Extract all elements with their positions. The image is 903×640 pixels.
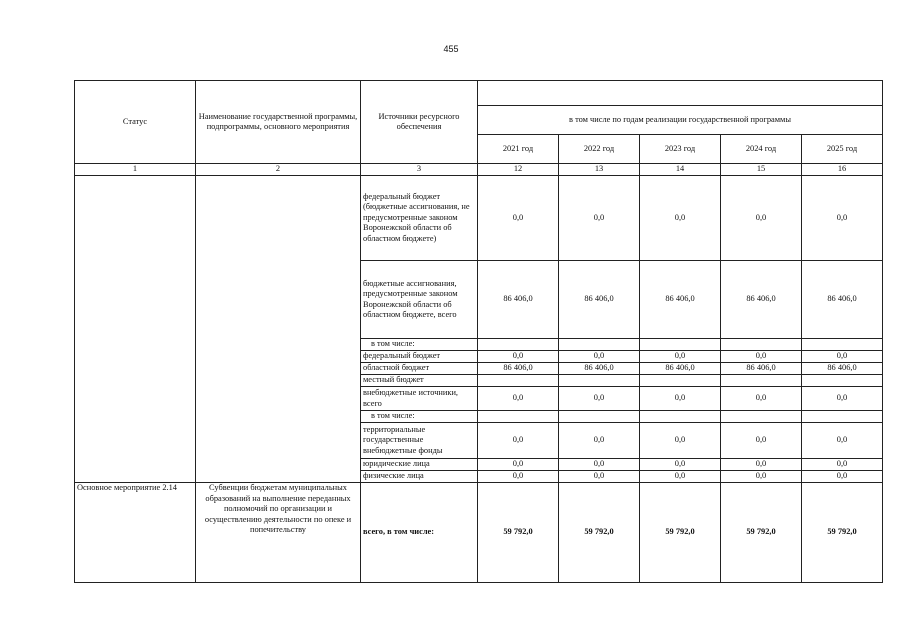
header-year: 2024 год [721, 135, 802, 164]
value-cell: 0,0 [640, 351, 721, 363]
col-num: 15 [721, 164, 802, 176]
value-cell: 86 406,0 [478, 261, 559, 339]
value-cell: 0,0 [559, 387, 640, 411]
value-cell: 0,0 [559, 471, 640, 483]
value-cell [640, 411, 721, 423]
source-cell: областной бюджет [361, 363, 478, 375]
value-cell: 59 792,0 [640, 483, 721, 583]
value-cell: 0,0 [721, 459, 802, 471]
value-cell: 86 406,0 [721, 363, 802, 375]
header-years-caption: в том числе по годам реализации государственной программы [478, 106, 883, 135]
value-cell [802, 339, 883, 351]
value-cell: 0,0 [478, 423, 559, 459]
col-num: 12 [478, 164, 559, 176]
source-cell: в том числе: [361, 339, 478, 351]
col-num: 1 [75, 164, 196, 176]
value-cell [802, 375, 883, 387]
header-year: 2022 год [559, 135, 640, 164]
col-num: 16 [802, 164, 883, 176]
value-cell: 0,0 [721, 351, 802, 363]
value-cell: 0,0 [559, 176, 640, 261]
status-cell-empty [75, 176, 196, 483]
name-cell-empty [196, 176, 361, 483]
value-cell [478, 411, 559, 423]
value-cell: 0,0 [559, 351, 640, 363]
value-cell: 0,0 [721, 176, 802, 261]
value-cell: 59 792,0 [478, 483, 559, 583]
value-cell [559, 339, 640, 351]
source-cell: юридические лица [361, 459, 478, 471]
value-cell: 0,0 [640, 471, 721, 483]
value-cell: 0,0 [802, 459, 883, 471]
value-cell: 59 792,0 [721, 483, 802, 583]
header-year: 2025 год [802, 135, 883, 164]
value-cell: 86 406,0 [559, 363, 640, 375]
source-cell: физические лица [361, 471, 478, 483]
value-cell: 0,0 [559, 423, 640, 459]
value-cell [478, 339, 559, 351]
value-cell [802, 411, 883, 423]
value-cell: 86 406,0 [640, 261, 721, 339]
value-cell: 0,0 [802, 423, 883, 459]
value-cell: 0,0 [478, 387, 559, 411]
source-cell: территориальные государственные внебюджетные фонды [361, 423, 478, 459]
header-status: Статус [75, 81, 196, 164]
col-num: 14 [640, 164, 721, 176]
value-cell [478, 375, 559, 387]
value-cell: 0,0 [640, 387, 721, 411]
value-cell [559, 411, 640, 423]
value-cell: 0,0 [802, 387, 883, 411]
page-number: 455 [443, 44, 459, 54]
col-num: 3 [361, 164, 478, 176]
value-cell: 86 406,0 [802, 363, 883, 375]
source-cell: в том числе: [361, 411, 478, 423]
col-num: 13 [559, 164, 640, 176]
header-blank [478, 81, 883, 106]
value-cell [559, 375, 640, 387]
value-cell: 0,0 [640, 423, 721, 459]
source-cell: всего, в том числе: [361, 483, 478, 583]
value-cell: 0,0 [559, 459, 640, 471]
value-cell [721, 339, 802, 351]
value-cell: 86 406,0 [721, 261, 802, 339]
value-cell [721, 411, 802, 423]
value-cell [640, 375, 721, 387]
value-cell [640, 339, 721, 351]
table-row-measure-2-14 [75, 483, 883, 583]
name-cell: Субвенции бюджетам муниципальных образований на выполнение переданных полномочий по организации и осуществлению деятельности по опеке и попечительству [196, 483, 361, 583]
budget-table [74, 80, 883, 583]
value-cell: 86 406,0 [559, 261, 640, 339]
source-cell: внебюджетные источники, всего [361, 387, 478, 411]
value-cell [721, 375, 802, 387]
source-cell: местный бюджет [361, 375, 478, 387]
value-cell: 0,0 [802, 471, 883, 483]
value-cell: 59 792,0 [802, 483, 883, 583]
value-cell: 0,0 [478, 459, 559, 471]
column-numbers-row [75, 164, 883, 176]
value-cell: 0,0 [802, 176, 883, 261]
header-name: Наименование государственной программы, подпрограммы, основного мероприятия [196, 81, 361, 164]
header-year: 2021 год [478, 135, 559, 164]
value-cell: 0,0 [478, 351, 559, 363]
value-cell: 0,0 [721, 387, 802, 411]
header-year: 2023 год [640, 135, 721, 164]
status-cell: Основное мероприятие 2.14 [75, 483, 196, 583]
value-cell: 0,0 [478, 471, 559, 483]
value-cell: 0,0 [721, 423, 802, 459]
table-row [75, 176, 883, 261]
value-cell: 0,0 [478, 176, 559, 261]
value-cell: 59 792,0 [559, 483, 640, 583]
col-num: 2 [196, 164, 361, 176]
value-cell: 86 406,0 [802, 261, 883, 339]
header-source: Источники ресурсного обеспечения [361, 81, 478, 164]
source-cell: федеральный бюджет [361, 351, 478, 363]
header-row-top [75, 81, 883, 106]
value-cell: 0,0 [640, 459, 721, 471]
value-cell: 0,0 [802, 351, 883, 363]
value-cell: 0,0 [640, 176, 721, 261]
value-cell: 86 406,0 [640, 363, 721, 375]
value-cell: 86 406,0 [478, 363, 559, 375]
source-cell: федеральный бюджет (бюджетные ассигнования, не предусмотренные законом Воронежской области об областном бюджете) [361, 176, 478, 261]
source-cell: бюджетные ассигнования, предусмотренные законом Воронежской области об областном бюджете, всего [361, 261, 478, 339]
value-cell: 0,0 [721, 471, 802, 483]
